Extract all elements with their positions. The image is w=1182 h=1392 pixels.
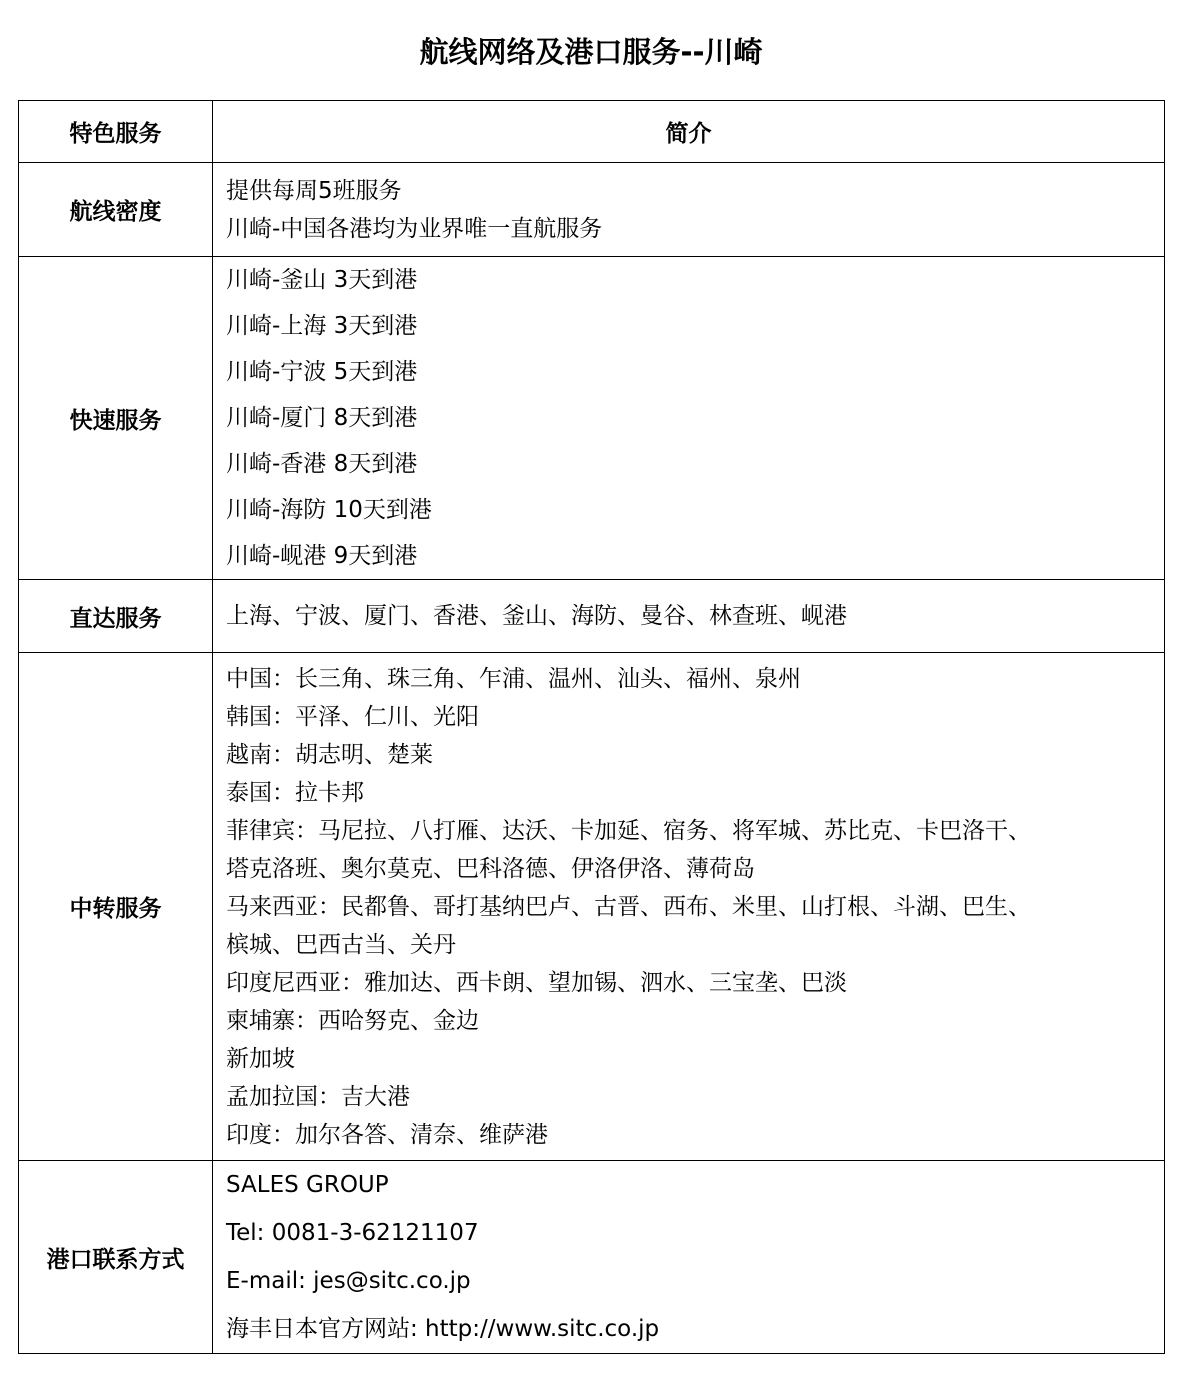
row-label-express-service: 快速服务: [19, 257, 213, 580]
content-line: 越南：胡志明、楚莱: [226, 741, 433, 768]
table-row: [19, 580, 1165, 653]
page-title: 航线网络及港口服务--川崎: [419, 35, 763, 69]
row-content-route-density: [213, 163, 1165, 257]
content-line: 川崎-岘港 9天到港: [226, 543, 418, 569]
content-line: 槟城、巴西古当、关丹: [226, 931, 456, 958]
content-line: 中国：长三角、珠三角、乍浦、温州、汕头、福州、泉州: [226, 665, 801, 692]
row-label-route-density: 航线密度: [19, 163, 213, 257]
table-row: [19, 653, 1165, 1161]
table-row: [19, 1161, 1165, 1354]
row-label-port-contact: 港口联系方式: [19, 1161, 213, 1354]
content-line: 川崎-上海 3天到港: [226, 313, 418, 339]
service-table: [18, 100, 1165, 1354]
content-line: 川崎-厦门 8天到港: [226, 405, 418, 431]
content-line: 川崎-釜山 3天到港: [226, 267, 418, 293]
row-content-port-contact: [213, 1161, 1165, 1354]
content-line: 提供每周5班服务: [226, 177, 402, 204]
content-line: 川崎-宁波 5天到港: [226, 359, 418, 385]
row-label-direct-service: 直达服务: [19, 580, 213, 653]
contact-website: 海丰日本官方网站: http://www.sitc.co.jp: [226, 1316, 660, 1342]
content-line: 马来西亚：民都鲁、哥打基纳巴卢、古晋、西布、米里、山打根、斗湖、巴生、: [226, 893, 1031, 920]
content-line: 川崎-海防 10天到港: [226, 497, 432, 523]
content-line: 塔克洛班、奥尔莫克、巴科洛德、伊洛伊洛、薄荷岛: [226, 855, 755, 882]
content-line: 孟加拉国：吉大港: [226, 1083, 410, 1110]
contact-email: E-mail: jes@sitc.co.jp: [226, 1268, 471, 1294]
content-line: 上海、宁波、厦门、香港、釜山、海防、曼谷、林查班、岘港: [226, 603, 847, 629]
header-description: 简介: [213, 101, 1165, 163]
content-line: 川崎-中国各港均为业界唯一直航服务: [226, 215, 603, 242]
row-content-transfer-service: [213, 653, 1165, 1161]
content-line: 菲律宾：马尼拉、八打雁、达沃、卡加延、宿务、将军城、苏比克、卡巴洛干、: [226, 817, 1031, 844]
header-feature: 特色服务: [19, 101, 213, 163]
content-line: 印度：加尔各答、清奈、维萨港: [226, 1121, 548, 1148]
contact-group-name: SALES GROUP: [226, 1172, 389, 1198]
table-row: [19, 163, 1165, 257]
content-line: 柬埔寨：西哈努克、金边: [226, 1007, 479, 1034]
table-header-row: [19, 101, 1165, 163]
row-content-express-service: [213, 257, 1165, 580]
content-line: 泰国：拉卡邦: [226, 779, 364, 806]
contact-phone: Tel: 0081-3-62121107: [226, 1220, 479, 1246]
content-line: 韩国：平泽、仁川、光阳: [226, 703, 479, 730]
row-label-transfer-service: 中转服务: [19, 653, 213, 1161]
content-line: 川崎-香港 8天到港: [226, 451, 418, 477]
row-content-direct-service: [213, 580, 1165, 653]
table-row: [19, 257, 1165, 580]
content-line: 印度尼西亚：雅加达、西卡朗、望加锡、泗水、三宝垄、巴淡: [226, 969, 847, 996]
content-line: 新加坡: [226, 1045, 295, 1072]
